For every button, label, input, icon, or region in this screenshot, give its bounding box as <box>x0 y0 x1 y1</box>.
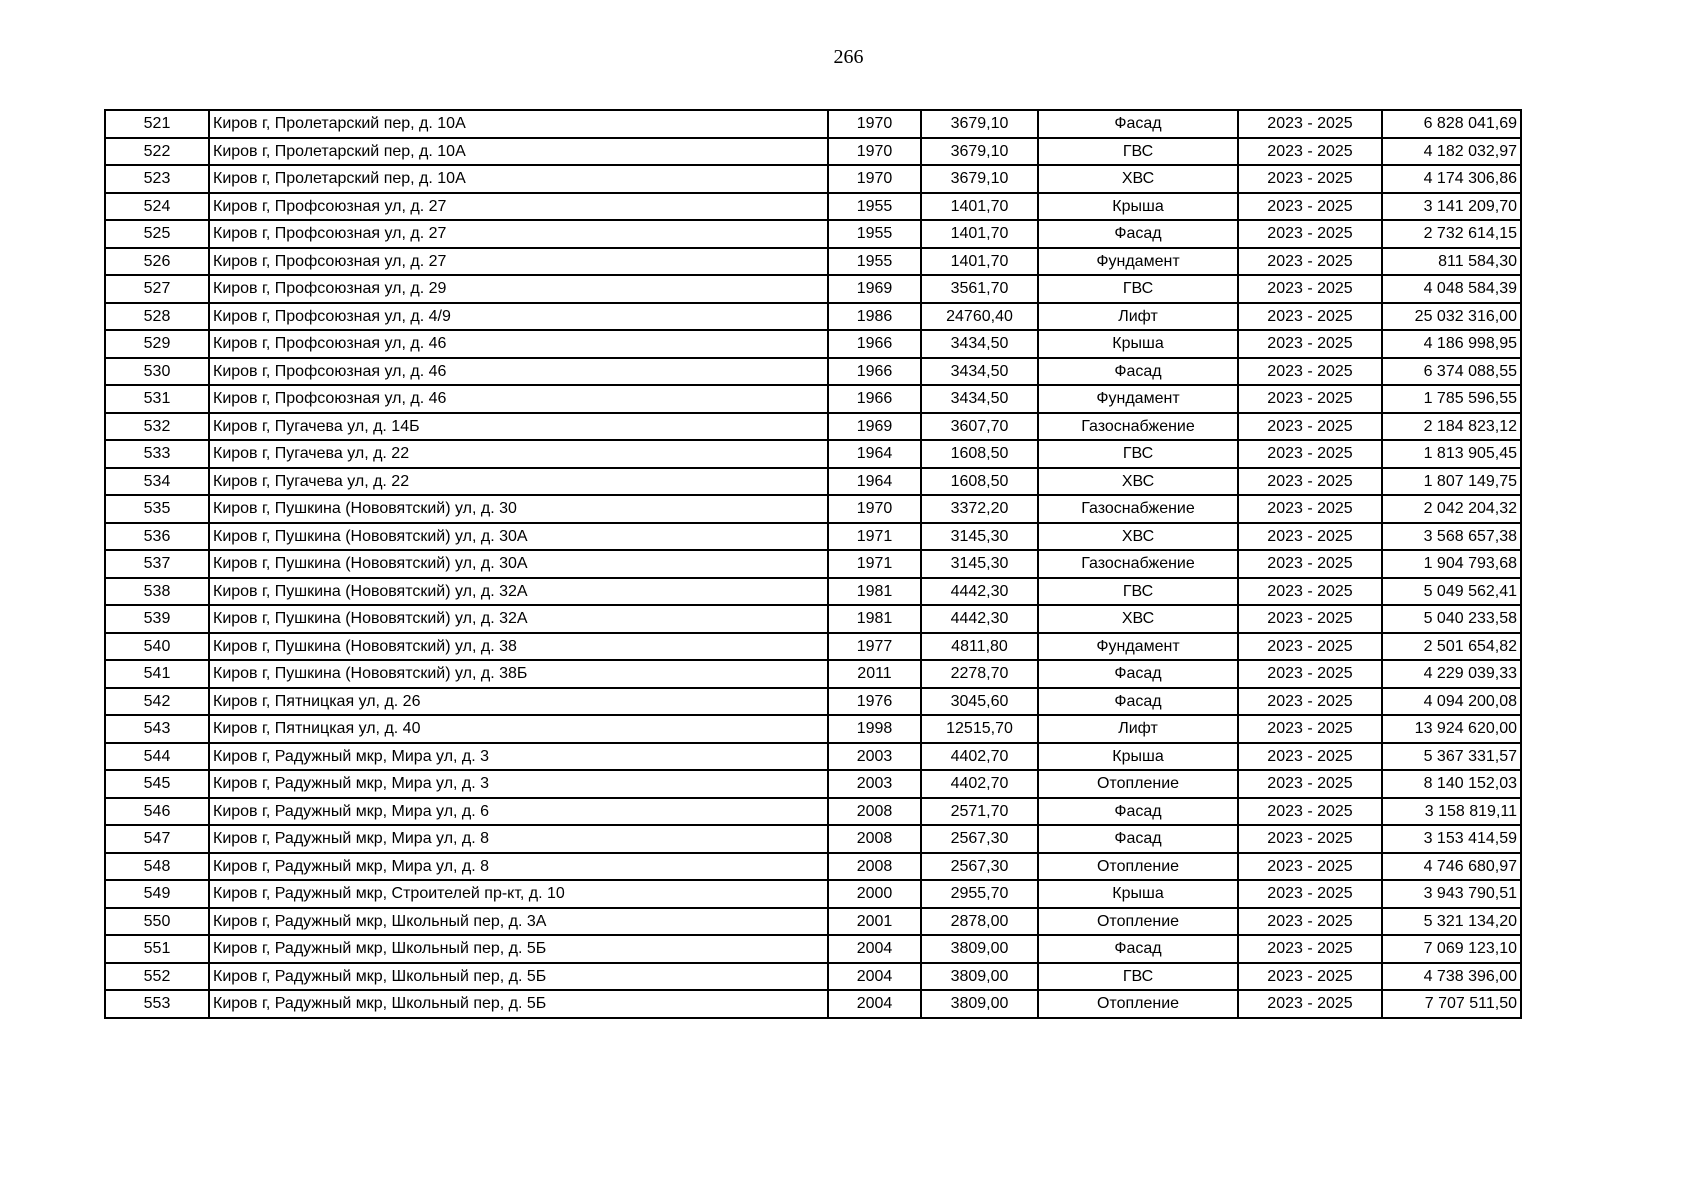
work-type-cell: Лифт <box>1038 303 1238 331</box>
work-type-cell: Отопление <box>1038 853 1238 881</box>
area-cell: 3809,00 <box>921 990 1038 1018</box>
area-cell: 3809,00 <box>921 963 1038 991</box>
row-number: 547 <box>105 825 209 853</box>
cost-cell: 4 738 396,00 <box>1382 963 1521 991</box>
area-cell: 1608,50 <box>921 468 1038 496</box>
build-year-cell: 1971 <box>828 550 921 578</box>
table-row <box>105 193 1521 221</box>
address-cell: Киров г, Профсоюзная ул, д. 29 <box>209 275 828 303</box>
work-type-cell: Фасад <box>1038 660 1238 688</box>
cost-cell: 3 568 657,38 <box>1382 523 1521 551</box>
table-row <box>105 853 1521 881</box>
row-number: 525 <box>105 220 209 248</box>
work-type-cell: ГВС <box>1038 963 1238 991</box>
address-cell: Киров г, Радужный мкр, Мира ул, д. 6 <box>209 798 828 826</box>
cost-cell: 4 746 680,97 <box>1382 853 1521 881</box>
address-cell: Киров г, Радужный мкр, Школьный пер, д. 5Б <box>209 990 828 1018</box>
cost-cell: 7 069 123,10 <box>1382 935 1521 963</box>
address-cell: Киров г, Радужный мкр, Строителей пр-кт, д. 10 <box>209 880 828 908</box>
build-year-cell: 1981 <box>828 605 921 633</box>
table-row <box>105 578 1521 606</box>
table-row <box>105 385 1521 413</box>
page-number: 266 <box>833 46 864 68</box>
area-cell: 3372,20 <box>921 495 1038 523</box>
row-number: 553 <box>105 990 209 1018</box>
work-type-cell: Фасад <box>1038 688 1238 716</box>
area-cell: 3045,60 <box>921 688 1038 716</box>
cost-cell: 811 584,30 <box>1382 248 1521 276</box>
cost-cell: 2 184 823,12 <box>1382 413 1521 441</box>
work-type-cell: Фасад <box>1038 825 1238 853</box>
cost-cell: 3 153 414,59 <box>1382 825 1521 853</box>
work-type-cell: ХВС <box>1038 468 1238 496</box>
build-year-cell: 2004 <box>828 935 921 963</box>
period-cell: 2023 - 2025 <box>1238 358 1382 386</box>
period-cell: 2023 - 2025 <box>1238 853 1382 881</box>
cost-cell: 5 040 233,58 <box>1382 605 1521 633</box>
build-year-cell: 1970 <box>828 165 921 193</box>
address-cell: Киров г, Пушкина (Нововятский) ул, д. 30А <box>209 550 828 578</box>
build-year-cell: 2004 <box>828 963 921 991</box>
period-cell: 2023 - 2025 <box>1238 578 1382 606</box>
work-type-cell: ХВС <box>1038 165 1238 193</box>
row-number: 539 <box>105 605 209 633</box>
area-cell: 2567,30 <box>921 853 1038 881</box>
period-cell: 2023 - 2025 <box>1238 990 1382 1018</box>
build-year-cell: 2000 <box>828 880 921 908</box>
address-cell: Киров г, Радужный мкр, Школьный пер, д. 5Б <box>209 935 828 963</box>
area-cell: 2878,00 <box>921 908 1038 936</box>
table-row <box>105 138 1521 166</box>
address-cell: Киров г, Профсоюзная ул, д. 46 <box>209 385 828 413</box>
build-year-cell: 1955 <box>828 248 921 276</box>
row-number: 541 <box>105 660 209 688</box>
address-cell: Киров г, Пятницкая ул, д. 26 <box>209 688 828 716</box>
period-cell: 2023 - 2025 <box>1238 523 1382 551</box>
table-row <box>105 605 1521 633</box>
table-row <box>105 770 1521 798</box>
table-row <box>105 523 1521 551</box>
cost-cell: 1 785 596,55 <box>1382 385 1521 413</box>
work-type-cell: ГВС <box>1038 578 1238 606</box>
period-cell: 2023 - 2025 <box>1238 605 1382 633</box>
area-cell: 3434,50 <box>921 358 1038 386</box>
period-cell: 2023 - 2025 <box>1238 413 1382 441</box>
build-year-cell: 1976 <box>828 688 921 716</box>
work-type-cell: Фундамент <box>1038 248 1238 276</box>
work-type-cell: Фундамент <box>1038 385 1238 413</box>
table-row <box>105 935 1521 963</box>
work-type-cell: Крыша <box>1038 743 1238 771</box>
row-number: 543 <box>105 715 209 743</box>
address-cell: Киров г, Пушкина (Нововятский) ул, д. 32А <box>209 605 828 633</box>
row-number: 536 <box>105 523 209 551</box>
period-cell: 2023 - 2025 <box>1238 193 1382 221</box>
period-cell: 2023 - 2025 <box>1238 633 1382 661</box>
period-cell: 2023 - 2025 <box>1238 385 1382 413</box>
area-cell: 1401,70 <box>921 193 1038 221</box>
area-cell: 12515,70 <box>921 715 1038 743</box>
cost-cell: 2 042 204,32 <box>1382 495 1521 523</box>
period-cell: 2023 - 2025 <box>1238 330 1382 358</box>
cost-cell: 7 707 511,50 <box>1382 990 1521 1018</box>
work-type-cell: Крыша <box>1038 880 1238 908</box>
table-row <box>105 495 1521 523</box>
area-cell: 4402,70 <box>921 770 1038 798</box>
cost-cell: 1 904 793,68 <box>1382 550 1521 578</box>
address-cell: Киров г, Профсоюзная ул, д. 27 <box>209 193 828 221</box>
cost-cell: 3 158 819,11 <box>1382 798 1521 826</box>
cost-cell: 4 182 032,97 <box>1382 138 1521 166</box>
row-number: 552 <box>105 963 209 991</box>
period-cell: 2023 - 2025 <box>1238 908 1382 936</box>
area-cell: 1401,70 <box>921 220 1038 248</box>
work-type-cell: ГВС <box>1038 440 1238 468</box>
build-year-cell: 2003 <box>828 743 921 771</box>
period-cell: 2023 - 2025 <box>1238 660 1382 688</box>
area-cell: 2567,30 <box>921 825 1038 853</box>
cost-cell: 4 048 584,39 <box>1382 275 1521 303</box>
row-number: 531 <box>105 385 209 413</box>
area-cell: 24760,40 <box>921 303 1038 331</box>
build-year-cell: 2003 <box>828 770 921 798</box>
row-number: 529 <box>105 330 209 358</box>
cost-cell: 5 321 134,20 <box>1382 908 1521 936</box>
period-cell: 2023 - 2025 <box>1238 715 1382 743</box>
row-number: 546 <box>105 798 209 826</box>
area-cell: 3145,30 <box>921 523 1038 551</box>
row-number: 545 <box>105 770 209 798</box>
work-type-cell: Фасад <box>1038 110 1238 138</box>
address-cell: Киров г, Пушкина (Нововятский) ул, д. 38 <box>209 633 828 661</box>
period-cell: 2023 - 2025 <box>1238 880 1382 908</box>
table-row <box>105 358 1521 386</box>
address-cell: Киров г, Пушкина (Нововятский) ул, д. 30А <box>209 523 828 551</box>
cost-cell: 8 140 152,03 <box>1382 770 1521 798</box>
address-cell: Киров г, Профсоюзная ул, д. 27 <box>209 220 828 248</box>
address-cell: Киров г, Профсоюзная ул, д. 46 <box>209 330 828 358</box>
work-type-cell: Фасад <box>1038 220 1238 248</box>
period-cell: 2023 - 2025 <box>1238 138 1382 166</box>
table-row <box>105 275 1521 303</box>
build-year-cell: 2008 <box>828 825 921 853</box>
area-cell: 2955,70 <box>921 880 1038 908</box>
row-number: 548 <box>105 853 209 881</box>
area-cell: 3607,70 <box>921 413 1038 441</box>
build-year-cell: 2008 <box>828 853 921 881</box>
area-cell: 2571,70 <box>921 798 1038 826</box>
table-row <box>105 468 1521 496</box>
build-year-cell: 1966 <box>828 358 921 386</box>
table-row <box>105 633 1521 661</box>
period-cell: 2023 - 2025 <box>1238 798 1382 826</box>
row-number: 550 <box>105 908 209 936</box>
area-cell: 4442,30 <box>921 578 1038 606</box>
period-cell: 2023 - 2025 <box>1238 165 1382 193</box>
cost-cell: 1 813 905,45 <box>1382 440 1521 468</box>
work-type-cell: Газоснабжение <box>1038 550 1238 578</box>
repair-register-table <box>104 109 1522 1019</box>
row-number: 526 <box>105 248 209 276</box>
table-body <box>105 110 1521 1018</box>
row-number: 523 <box>105 165 209 193</box>
build-year-cell: 1970 <box>828 110 921 138</box>
build-year-cell: 1971 <box>828 523 921 551</box>
period-cell: 2023 - 2025 <box>1238 935 1382 963</box>
area-cell: 4811,80 <box>921 633 1038 661</box>
cost-cell: 4 186 998,95 <box>1382 330 1521 358</box>
work-type-cell: Отопление <box>1038 770 1238 798</box>
area-cell: 3145,30 <box>921 550 1038 578</box>
row-number: 535 <box>105 495 209 523</box>
cost-cell: 4 229 039,33 <box>1382 660 1521 688</box>
row-number: 544 <box>105 743 209 771</box>
row-number: 533 <box>105 440 209 468</box>
cost-cell: 25 032 316,00 <box>1382 303 1521 331</box>
table-row <box>105 220 1521 248</box>
build-year-cell: 1977 <box>828 633 921 661</box>
work-type-cell: ХВС <box>1038 605 1238 633</box>
cost-cell: 5 049 562,41 <box>1382 578 1521 606</box>
address-cell: Киров г, Пятницкая ул, д. 40 <box>209 715 828 743</box>
work-type-cell: Лифт <box>1038 715 1238 743</box>
period-cell: 2023 - 2025 <box>1238 275 1382 303</box>
cost-cell: 5 367 331,57 <box>1382 743 1521 771</box>
cost-cell: 2 732 614,15 <box>1382 220 1521 248</box>
area-cell: 3434,50 <box>921 330 1038 358</box>
period-cell: 2023 - 2025 <box>1238 550 1382 578</box>
row-number: 527 <box>105 275 209 303</box>
row-number: 534 <box>105 468 209 496</box>
address-cell: Киров г, Пролетарский пер, д. 10А <box>209 110 828 138</box>
address-cell: Киров г, Профсоюзная ул, д. 27 <box>209 248 828 276</box>
row-number: 549 <box>105 880 209 908</box>
table-row <box>105 110 1521 138</box>
area-cell: 3561,70 <box>921 275 1038 303</box>
cost-cell: 4 094 200,08 <box>1382 688 1521 716</box>
period-cell: 2023 - 2025 <box>1238 963 1382 991</box>
work-type-cell: Газоснабжение <box>1038 495 1238 523</box>
build-year-cell: 1966 <box>828 385 921 413</box>
cost-cell: 6 828 041,69 <box>1382 110 1521 138</box>
work-type-cell: Отопление <box>1038 908 1238 936</box>
build-year-cell: 1969 <box>828 413 921 441</box>
row-number: 540 <box>105 633 209 661</box>
row-number: 521 <box>105 110 209 138</box>
address-cell: Киров г, Пугачева ул, д. 22 <box>209 468 828 496</box>
table-row <box>105 798 1521 826</box>
period-cell: 2023 - 2025 <box>1238 110 1382 138</box>
row-number: 528 <box>105 303 209 331</box>
table-row <box>105 990 1521 1018</box>
table-row <box>105 963 1521 991</box>
period-cell: 2023 - 2025 <box>1238 440 1382 468</box>
area-cell: 4402,70 <box>921 743 1038 771</box>
work-type-cell: Фасад <box>1038 358 1238 386</box>
cost-cell: 13 924 620,00 <box>1382 715 1521 743</box>
cost-cell: 1 807 149,75 <box>1382 468 1521 496</box>
work-type-cell: Газоснабжение <box>1038 413 1238 441</box>
row-number: 522 <box>105 138 209 166</box>
area-cell: 3679,10 <box>921 165 1038 193</box>
period-cell: 2023 - 2025 <box>1238 743 1382 771</box>
address-cell: Киров г, Пролетарский пер, д. 10А <box>209 138 828 166</box>
row-number: 532 <box>105 413 209 441</box>
period-cell: 2023 - 2025 <box>1238 770 1382 798</box>
build-year-cell: 1986 <box>828 303 921 331</box>
area-cell: 3679,10 <box>921 110 1038 138</box>
table-row <box>105 880 1521 908</box>
work-type-cell: Фундамент <box>1038 633 1238 661</box>
cost-cell: 2 501 654,82 <box>1382 633 1521 661</box>
work-type-cell: ГВС <box>1038 138 1238 166</box>
area-cell: 1608,50 <box>921 440 1038 468</box>
address-cell: Киров г, Пролетарский пер, д. 10А <box>209 165 828 193</box>
build-year-cell: 1970 <box>828 138 921 166</box>
table-row <box>105 165 1521 193</box>
area-cell: 3679,10 <box>921 138 1038 166</box>
row-number: 524 <box>105 193 209 221</box>
table-row <box>105 743 1521 771</box>
work-type-cell: Крыша <box>1038 330 1238 358</box>
address-cell: Киров г, Профсоюзная ул, д. 4/9 <box>209 303 828 331</box>
work-type-cell: Фасад <box>1038 935 1238 963</box>
work-type-cell: Крыша <box>1038 193 1238 221</box>
address-cell: Киров г, Профсоюзная ул, д. 46 <box>209 358 828 386</box>
cost-cell: 6 374 088,55 <box>1382 358 1521 386</box>
table-row <box>105 908 1521 936</box>
table-row <box>105 660 1521 688</box>
build-year-cell: 1955 <box>828 193 921 221</box>
period-cell: 2023 - 2025 <box>1238 688 1382 716</box>
address-cell: Киров г, Радужный мкр, Мира ул, д. 8 <box>209 825 828 853</box>
build-year-cell: 2004 <box>828 990 921 1018</box>
period-cell: 2023 - 2025 <box>1238 303 1382 331</box>
table-row <box>105 688 1521 716</box>
table-row <box>105 248 1521 276</box>
build-year-cell: 2008 <box>828 798 921 826</box>
area-cell: 4442,30 <box>921 605 1038 633</box>
address-cell: Киров г, Пугачева ул, д. 22 <box>209 440 828 468</box>
area-cell: 2278,70 <box>921 660 1038 688</box>
row-number: 537 <box>105 550 209 578</box>
address-cell: Киров г, Радужный мкр, Мира ул, д. 8 <box>209 853 828 881</box>
build-year-cell: 1964 <box>828 440 921 468</box>
period-cell: 2023 - 2025 <box>1238 825 1382 853</box>
row-number: 551 <box>105 935 209 963</box>
table-row <box>105 715 1521 743</box>
row-number: 530 <box>105 358 209 386</box>
table-row <box>105 440 1521 468</box>
period-cell: 2023 - 2025 <box>1238 495 1382 523</box>
build-year-cell: 1964 <box>828 468 921 496</box>
table-row <box>105 550 1521 578</box>
address-cell: Киров г, Радужный мкр, Школьный пер, д. 3А <box>209 908 828 936</box>
area-cell: 1401,70 <box>921 248 1038 276</box>
address-cell: Киров г, Радужный мкр, Мира ул, д. 3 <box>209 770 828 798</box>
work-type-cell: Фасад <box>1038 798 1238 826</box>
row-number: 542 <box>105 688 209 716</box>
address-cell: Киров г, Радужный мкр, Школьный пер, д. 5Б <box>209 963 828 991</box>
work-type-cell: ХВС <box>1038 523 1238 551</box>
area-cell: 3434,50 <box>921 385 1038 413</box>
area-cell: 3809,00 <box>921 935 1038 963</box>
address-cell: Киров г, Пушкина (Нововятский) ул, д. 30 <box>209 495 828 523</box>
period-cell: 2023 - 2025 <box>1238 468 1382 496</box>
table-row <box>105 825 1521 853</box>
row-number: 538 <box>105 578 209 606</box>
work-type-cell: ГВС <box>1038 275 1238 303</box>
address-cell: Киров г, Радужный мкр, Мира ул, д. 3 <box>209 743 828 771</box>
build-year-cell: 1969 <box>828 275 921 303</box>
address-cell: Киров г, Пугачева ул, д. 14Б <box>209 413 828 441</box>
build-year-cell: 2011 <box>828 660 921 688</box>
build-year-cell: 1998 <box>828 715 921 743</box>
table-row <box>105 330 1521 358</box>
cost-cell: 4 174 306,86 <box>1382 165 1521 193</box>
period-cell: 2023 - 2025 <box>1238 220 1382 248</box>
build-year-cell: 1970 <box>828 495 921 523</box>
build-year-cell: 1981 <box>828 578 921 606</box>
cost-cell: 3 141 209,70 <box>1382 193 1521 221</box>
cost-cell: 3 943 790,51 <box>1382 880 1521 908</box>
table-row <box>105 303 1521 331</box>
work-type-cell: Отопление <box>1038 990 1238 1018</box>
table-row <box>105 413 1521 441</box>
address-cell: Киров г, Пушкина (Нововятский) ул, д. 32А <box>209 578 828 606</box>
period-cell: 2023 - 2025 <box>1238 248 1382 276</box>
build-year-cell: 1966 <box>828 330 921 358</box>
address-cell: Киров г, Пушкина (Нововятский) ул, д. 38Б <box>209 660 828 688</box>
build-year-cell: 2001 <box>828 908 921 936</box>
build-year-cell: 1955 <box>828 220 921 248</box>
